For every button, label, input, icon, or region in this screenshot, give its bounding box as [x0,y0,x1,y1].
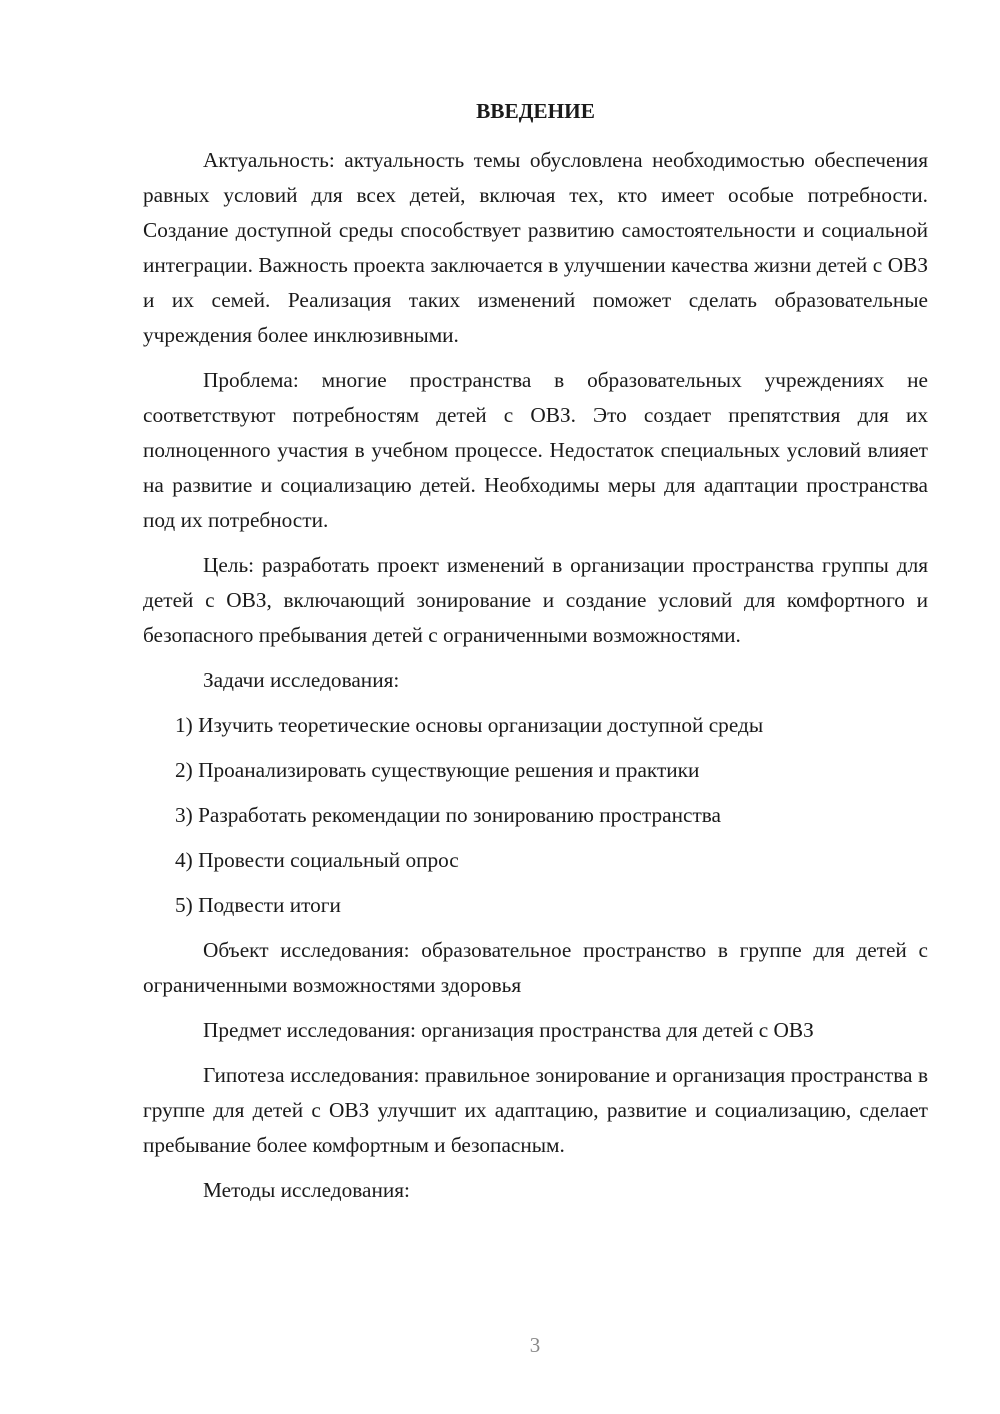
list-item: 2) Проанализировать существующие решения и практики [175,758,700,782]
page-title: ВВЕДЕНИЕ [476,99,595,123]
paragraph-goal: Цель: разработать проект изменений в организации пространства группы для детей с ОВЗ, включающий зонирование и создание условий для комфортного и безопасного пребывания детей с ограниченными возможностями. [143,553,928,647]
tasks-heading: Задачи исследования: [203,668,400,692]
list-item: 3) Разработать рекомендации по зонированию пространства [175,803,722,827]
paragraph-subject: Предмет исследования: организация пространства для детей с ОВЗ [203,1018,814,1042]
methods-heading: Методы исследования: [203,1178,410,1202]
document-page [143,96,928,1218]
list-item: 4) Провести социальный опрос [175,848,459,872]
paragraph-relevance: Актуальность: актуальность темы обусловлена необходимостью обеспечения равных условий для всех детей, включая тех, кто имеет особые потребности. Создание доступной среды способствует развитию самостоятельности и социальной интеграции. Важность проекта заключается в улучшении качества жизни детей с ОВЗ и их семей. Реализация таких изменений поможет сделать образовательные учреждения более инклюзивными. [143,148,928,347]
list-item: 5) Подвести итоги [175,893,341,917]
page-number: 3 [529,1333,541,1357]
tasks-list [143,708,928,923]
list-item: 1) Изучить теоретические основы организации доступной среды [175,713,764,737]
paragraph-hypothesis: Гипотеза исследования: правильное зонирование и организация пространства в группе для детей с ОВЗ улучшит их адаптацию, развитие и социализацию, сделает пребывание более комфортным и безопасным. [143,1063,928,1157]
paragraph-problem: Проблема: многие пространства в образовательных учреждениях не соответствуют потребностям детей с ОВЗ. Это создает препятствия для их полноценного участия в учебном процессе. Недостаток специальных условий влияет на развитие и социализацию детей. Необходимы меры для адаптации пространства под их потребности. [143,368,928,532]
paragraph-object: Объект исследования: образовательное пространство в группе для детей с ограниченными возможностями здоровья [143,938,928,997]
